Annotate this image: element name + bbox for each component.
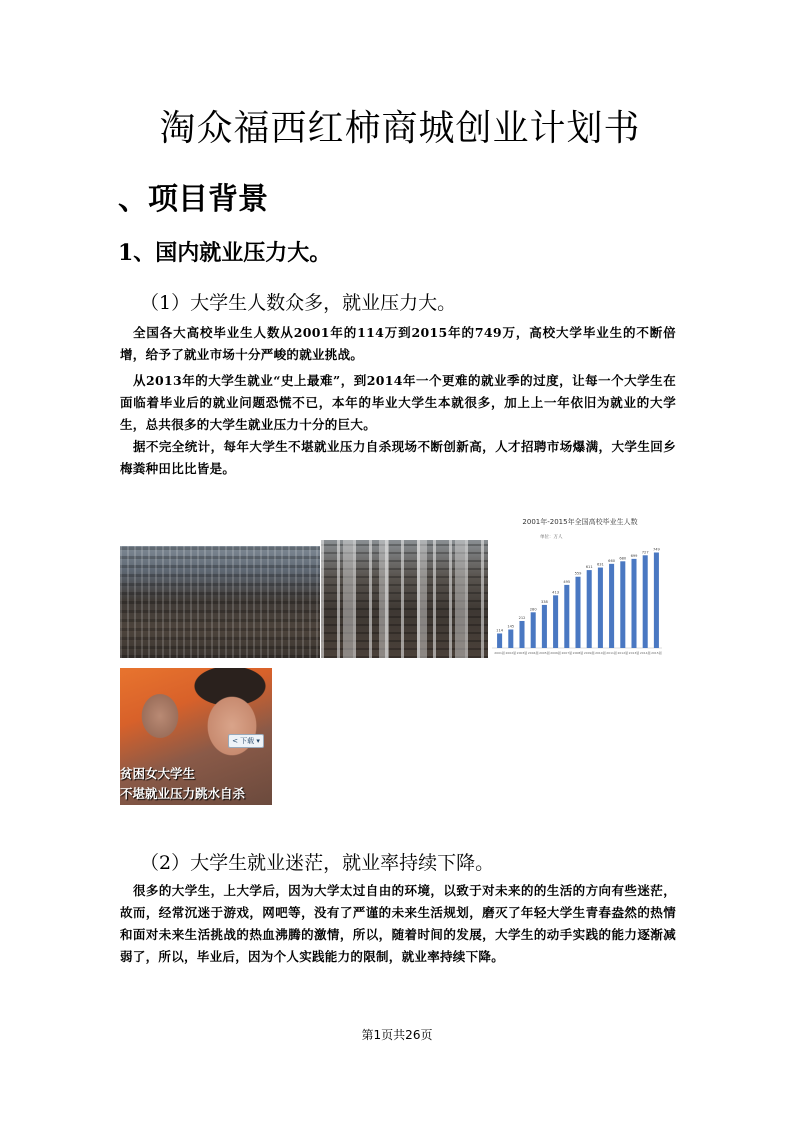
bar-value-label: 338	[540, 599, 548, 604]
document-title: 淘众福西红柿商城创业计划书	[159, 108, 641, 149]
bar-value-label: 611	[585, 565, 593, 570]
chart-unit-label: 单位：万人	[540, 535, 563, 540]
job-fair-booths-photo	[321, 540, 488, 658]
category-tick-label: 2008届	[572, 651, 584, 655]
bar-2002届	[508, 630, 513, 648]
download-button[interactable]: < 下载 ▾	[228, 734, 264, 748]
bar-2003届	[519, 621, 524, 648]
student-stress-news-photo	[120, 668, 272, 805]
bar-2007届	[564, 585, 569, 648]
job-fair-crowd-photo	[120, 546, 320, 658]
bar-value-label: 660	[608, 558, 616, 563]
point-1-heading: （1）大学生人数众多，就业压力大。	[140, 292, 457, 314]
bar-2010届	[598, 568, 603, 648]
bar-value-label: 145	[507, 624, 515, 629]
bar-value-label: 280	[529, 607, 537, 612]
bar-2013届	[631, 559, 636, 648]
bar-value-label: 212	[518, 615, 526, 620]
bar-value-label: 114	[496, 628, 504, 633]
category-tick-label: 2005届	[539, 651, 550, 655]
bar-value-label: 727	[641, 550, 649, 555]
category-tick-label: 2013届	[628, 651, 640, 655]
bar-value-label: 680	[619, 556, 627, 561]
page-footer: 第1页共26页	[361, 1028, 433, 1042]
category-tick-label: 2003届	[516, 651, 528, 655]
point-1-paragraph-3: 据不完全统计，每年大学生不堪就业压力自杀现场不断创新高，人才招聘市场爆满，大学生回乡梅粪种田比比皆是。	[120, 439, 676, 476]
point-2-paragraph-1: 很多的大学生，上大学后，因为大学太过自由的环境，以致于对未来的的生活的方向有些迷茫，故而，经常沉迷于游戏，网吧等，没有了严谨的未来生活规划，磨灭了年轻大学生青春盎然的热情和面对未来生活挑战的热血沸腾的激情，所以，随着时间的发展，大学生的动手实践的能力逐渐减弱了，所以，毕业后，因为个人实践能力的限制，就业率持续下降。	[120, 883, 676, 964]
category-tick-label: 2007届	[561, 651, 573, 655]
graduates-bar-chart	[488, 510, 666, 660]
bar-2015届	[654, 553, 659, 648]
section-heading: 、项目背景	[118, 182, 268, 217]
bar-2006届	[553, 595, 558, 648]
category-tick-label: 2001届	[494, 651, 505, 655]
bar-2009届	[587, 570, 592, 648]
bar-2011届	[609, 564, 614, 648]
point-2-heading: （2）大学生就业迷茫，就业率持续下降。	[140, 852, 495, 874]
point-1-paragraph-2: 从2013年的大学生就业“史上最难”，到2014年一个更难的就业季的过度，让每一个大学生在面临着毕业后的就业问题恐慌不已，本年的毕业大学生本就很多，加上上一年依旧为就业的大学生，总共很多的大学生就业压力十分的巨大。	[120, 373, 676, 432]
category-tick-label: 2010届	[595, 651, 606, 655]
chart-title: 2001年-2015年全国高校毕业生人数	[522, 518, 638, 526]
bar-2014届	[643, 555, 648, 648]
bar-value-label: 413	[552, 590, 560, 595]
bar-2008届	[575, 577, 580, 648]
point-1-paragraph-1: 全国各大高校毕业生人数从2001年的114万到2015年的749万，高校大学毕业生的不断倍增，给予了就业市场十分严峻的就业挑战。	[120, 325, 676, 362]
bar-2012届	[620, 561, 625, 648]
bar-2005届	[542, 605, 547, 648]
category-tick-label: 2015届	[651, 651, 662, 655]
category-tick-label: 2012届	[617, 651, 629, 655]
category-tick-label: 2006届	[550, 651, 561, 655]
bar-value-label: 559	[574, 571, 582, 576]
category-tick-label: 2011届	[606, 651, 617, 655]
category-tick-label: 2009届	[583, 651, 595, 655]
bar-value-label: 749	[652, 547, 660, 552]
category-tick-label: 2002届	[505, 651, 517, 655]
photo-caption-line-1: 贫困女大学生	[120, 766, 196, 781]
subsection-heading: 1、国内就业压力大。	[118, 240, 332, 266]
bar-value-label: 495	[563, 579, 571, 584]
bar-value-label: 699	[630, 553, 638, 558]
bar-value-label: 631	[596, 562, 604, 567]
category-tick-label: 2014届	[639, 651, 651, 655]
bar-2004届	[531, 612, 536, 648]
photo-caption-line-2: 不堪就业压力跳水自杀	[120, 786, 246, 801]
bar-2001届	[497, 633, 502, 648]
category-tick-label: 2004届	[527, 651, 539, 655]
